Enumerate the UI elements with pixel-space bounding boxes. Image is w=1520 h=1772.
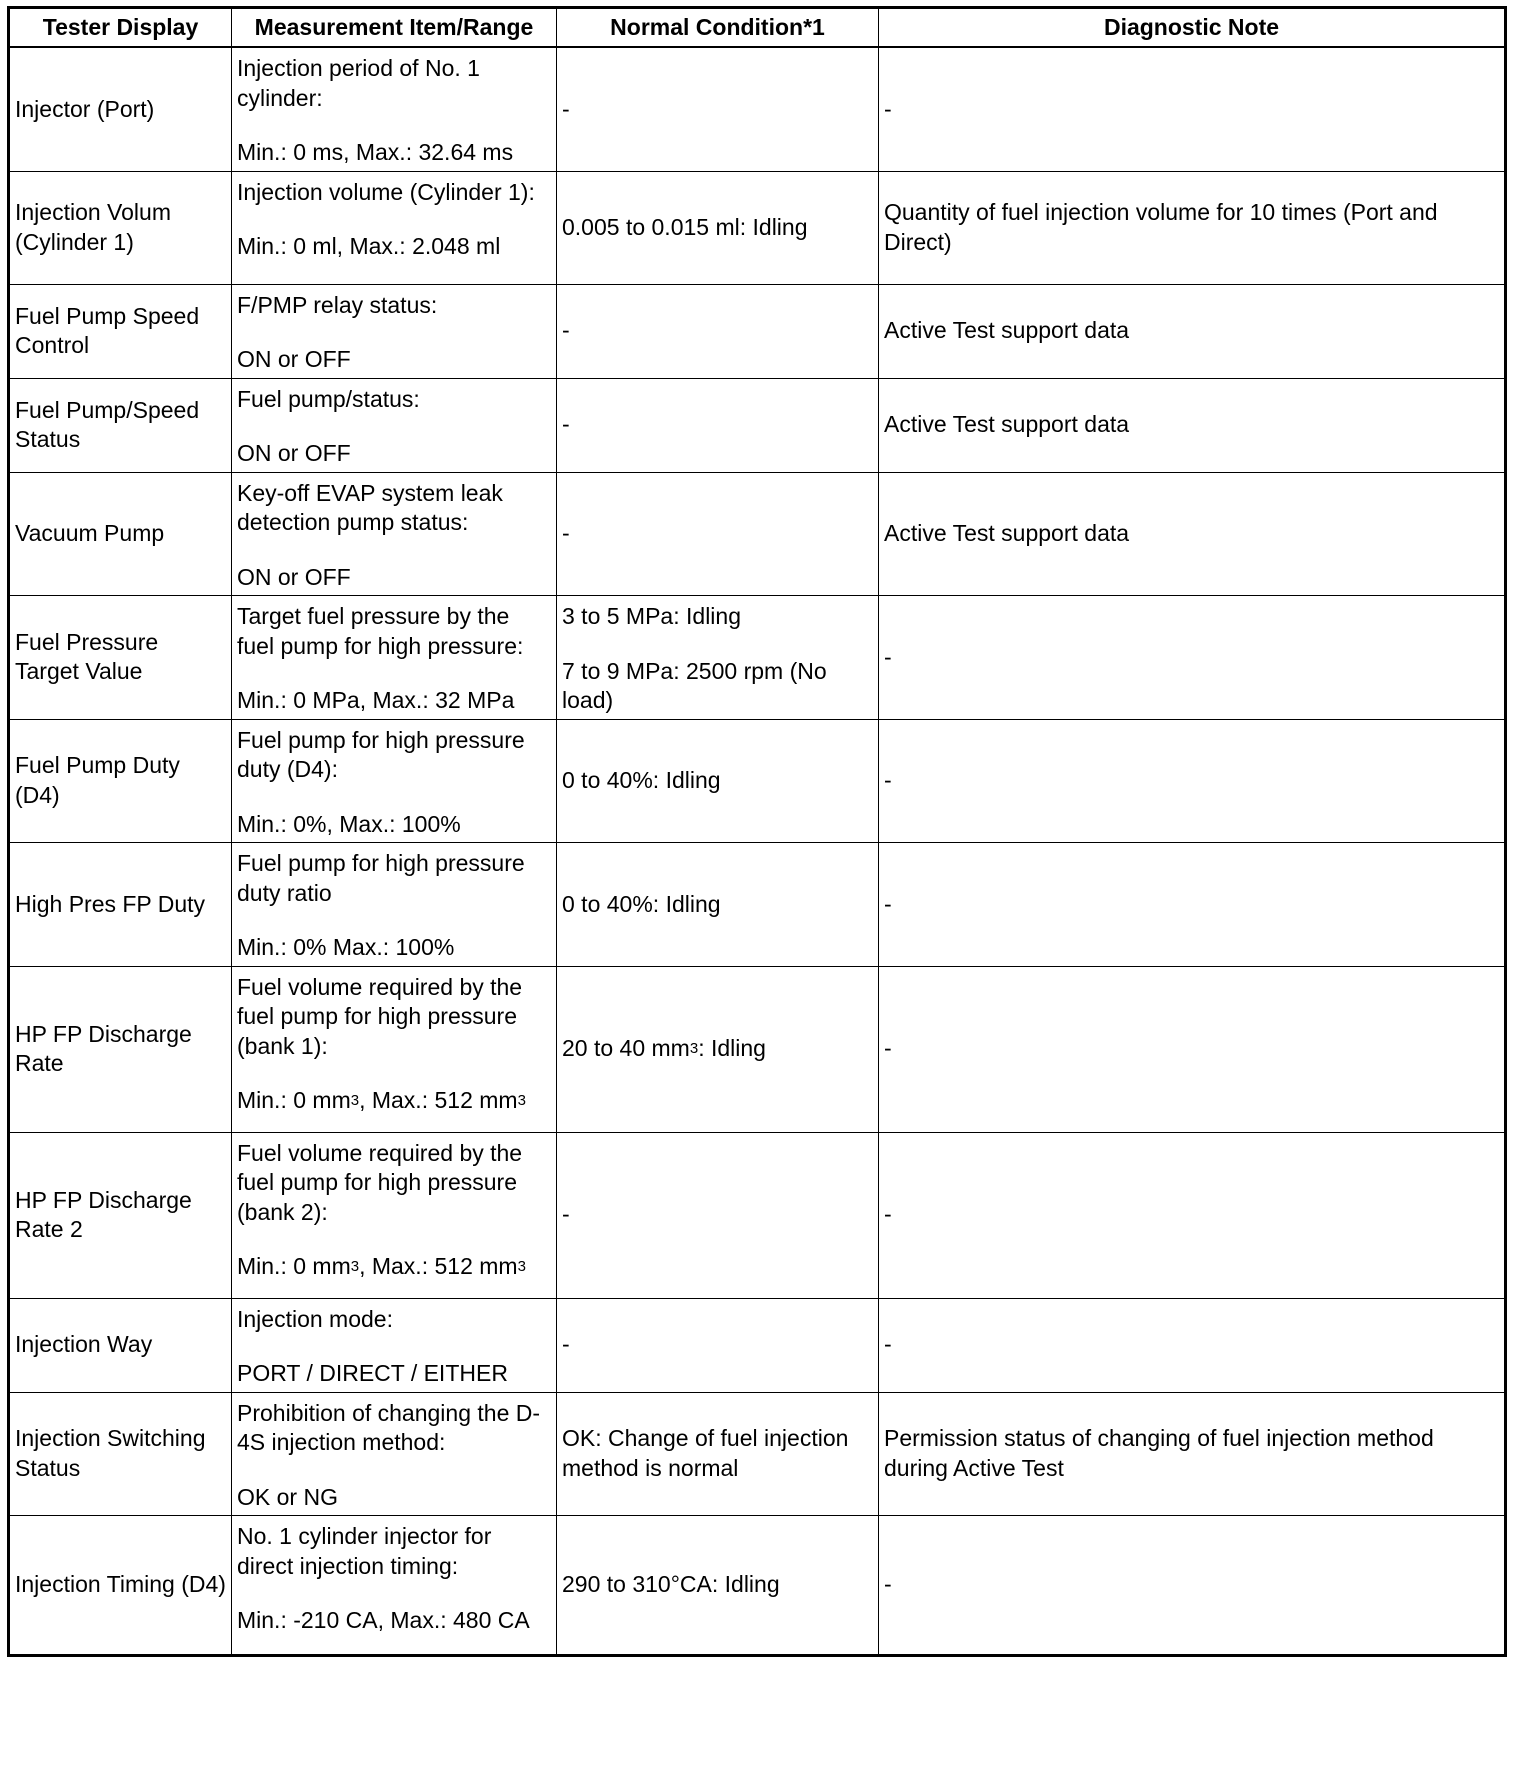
tester-display-cell: Injection Way bbox=[9, 1298, 232, 1392]
range-description: Fuel pump/status: bbox=[237, 385, 420, 412]
range-description: Fuel pump for high pressure duty (D4): bbox=[237, 726, 525, 782]
range-value: ON or OFF bbox=[237, 563, 351, 590]
range-value: Min.: 0% Max.: 100% bbox=[237, 934, 455, 960]
tester-display-cell: HP FP Discharge Rate bbox=[9, 966, 232, 1132]
normal-condition-cell: - bbox=[557, 47, 879, 171]
normal-condition-cell: 0.005 to 0.015 ml: Idling bbox=[557, 171, 879, 284]
range-description: Injection period of No. 1 cylinder: bbox=[237, 55, 480, 111]
measurement-range-cell bbox=[232, 171, 557, 284]
table-row bbox=[9, 966, 1506, 1132]
range-value: Min.: 0%, Max.: 100% bbox=[237, 810, 461, 837]
diagnostic-note-cell: Active Test support data bbox=[879, 472, 1506, 596]
normal-condition-cell: - bbox=[557, 1132, 879, 1298]
measurement-range-cell bbox=[232, 47, 557, 171]
range-description: Fuel volume required by the fuel pump for high pressure (bank 2): bbox=[237, 1139, 523, 1225]
column-header-normal-condition: Normal Condition*1 bbox=[557, 8, 879, 48]
normal-condition-cell: 290 to 310°CA: Idling bbox=[557, 1516, 879, 1656]
diagnostic-note-cell: - bbox=[879, 1516, 1506, 1656]
tester-display-cell: Fuel Pressure Target Value bbox=[9, 596, 232, 720]
measurement-range-cell bbox=[232, 596, 557, 720]
table-row bbox=[9, 1298, 1506, 1392]
tester-display-cell: High Pres FP Duty bbox=[9, 843, 232, 967]
table-row bbox=[9, 47, 1506, 171]
diagnostic-note-cell: Permission status of changing of fuel injection method during Active Test bbox=[879, 1392, 1506, 1516]
measurement-range-cell bbox=[232, 284, 557, 378]
measurement-range-cell bbox=[232, 1132, 557, 1298]
range-description: Injection volume (Cylinder 1): bbox=[237, 178, 535, 205]
tester-display-cell: Injection Volum (Cylinder 1) bbox=[9, 171, 232, 284]
tester-display-cell: Fuel Pump Duty (D4) bbox=[9, 719, 232, 843]
normal-condition-cell: 0 to 40%: Idling bbox=[557, 843, 879, 967]
range-description: Target fuel pressure by the fuel pump for high pressure: bbox=[237, 603, 524, 659]
measurement-range-cell bbox=[232, 843, 557, 967]
measurement-range-cell bbox=[232, 1392, 557, 1516]
range-value: Min.: 0 $mm^3$, Max.: 512 $mm^3$ bbox=[237, 1087, 526, 1113]
tester-display-cell: HP FP Discharge Rate 2 bbox=[9, 1132, 232, 1298]
diagnostic-note-cell: - bbox=[879, 596, 1506, 720]
table-row bbox=[9, 843, 1506, 967]
range-value: Min.: 0 ms, Max.: 32.64 ms bbox=[237, 139, 514, 165]
diagnostic-note-cell: - bbox=[879, 719, 1506, 843]
normal-condition-cell: 20 to 40 $mm^3$: Idling bbox=[557, 966, 879, 1132]
normal-condition-cell: OK: Change of fuel injection method is normal bbox=[557, 1392, 879, 1516]
range-value: Min.: 0 $mm^3$, Max.: 512 $mm^3$ bbox=[237, 1253, 526, 1279]
measurement-range-cell bbox=[232, 966, 557, 1132]
normal-condition-line: 3 to 5 MPa: Idling bbox=[562, 603, 741, 629]
diagnostic-note-cell: - bbox=[879, 966, 1506, 1132]
range-value: PORT / DIRECT / EITHER bbox=[237, 1360, 508, 1386]
column-header-diagnostic-note: Diagnostic Note bbox=[879, 8, 1506, 48]
diagnostic-note-cell: Active Test support data bbox=[879, 378, 1506, 472]
table-row bbox=[9, 284, 1506, 378]
table-row bbox=[9, 1516, 1506, 1656]
header-row bbox=[9, 8, 1506, 48]
range-value: ON or OFF bbox=[237, 346, 351, 372]
range-value: Min.: 0 MPa, Max.: 32 MPa bbox=[237, 687, 515, 713]
table-row bbox=[9, 378, 1506, 472]
range-description: No. 1 cylinder injector for direct injection timing: bbox=[237, 1523, 492, 1579]
diagnostic-note-cell: - bbox=[879, 1132, 1506, 1298]
range-value: Min.: -210 CA, Max.: 480 CA bbox=[237, 1607, 530, 1633]
normal-condition-cell: - bbox=[557, 472, 879, 596]
table-row bbox=[9, 1132, 1506, 1298]
range-description: Key-off EVAP system leak detection pump status: bbox=[237, 479, 503, 535]
tester-display-cell: Injector (Port) bbox=[9, 47, 232, 171]
normal-condition-line: 7 to 9 MPa: 2500 rpm (No load) bbox=[562, 657, 827, 713]
table-row bbox=[9, 719, 1506, 843]
diagnostic-note-cell: - bbox=[879, 1298, 1506, 1392]
tester-display-cell: Fuel Pump/Speed Status bbox=[9, 378, 232, 472]
range-description: Fuel pump for high pressure duty ratio bbox=[237, 850, 525, 906]
diagnostic-note-cell: - bbox=[879, 843, 1506, 967]
table-row bbox=[9, 171, 1506, 284]
normal-condition-cell: - bbox=[557, 284, 879, 378]
tester-display-cell: Injection Timing (D4) bbox=[9, 1516, 232, 1656]
diagnostic-note-cell: - bbox=[879, 47, 1506, 171]
tester-display-cell: Vacuum Pump bbox=[9, 472, 232, 596]
range-value: Min.: 0 ml, Max.: 2.048 ml bbox=[237, 233, 501, 259]
range-description: Fuel volume required by the fuel pump for high pressure (bank 1): bbox=[237, 973, 523, 1059]
measurement-range-cell bbox=[232, 1516, 557, 1656]
table-row bbox=[9, 1392, 1506, 1516]
data-list-table bbox=[7, 6, 1507, 1657]
range-value: OK or NG bbox=[237, 1483, 338, 1510]
normal-condition-cell: - bbox=[557, 378, 879, 472]
table-row bbox=[9, 596, 1506, 720]
measurement-range-cell bbox=[232, 378, 557, 472]
range-description: Injection mode: bbox=[237, 1305, 393, 1332]
normal-condition-cell bbox=[557, 596, 879, 720]
measurement-range-cell bbox=[232, 1298, 557, 1392]
range-description: Prohibition of changing the D-4S injection method: bbox=[237, 1399, 541, 1455]
tester-display-cell: Injection Switching Status bbox=[9, 1392, 232, 1516]
range-description: F/PMP relay status: bbox=[237, 291, 438, 318]
measurement-range-cell bbox=[232, 472, 557, 596]
tester-display-cell: Fuel Pump Speed Control bbox=[9, 284, 232, 378]
diagnostic-note-cell: Quantity of fuel injection volume for 10 times (Port and Direct) bbox=[879, 171, 1506, 284]
column-header-measurement-range: Measurement Item/Range bbox=[232, 8, 557, 48]
measurement-range-cell bbox=[232, 719, 557, 843]
range-value: ON or OFF bbox=[237, 440, 351, 466]
normal-condition-cell: 0 to 40%: Idling bbox=[557, 719, 879, 843]
column-header-tester-display: Tester Display bbox=[9, 8, 232, 48]
table-row bbox=[9, 472, 1506, 596]
diagnostic-note-cell: Active Test support data bbox=[879, 284, 1506, 378]
normal-condition-cell: - bbox=[557, 1298, 879, 1392]
